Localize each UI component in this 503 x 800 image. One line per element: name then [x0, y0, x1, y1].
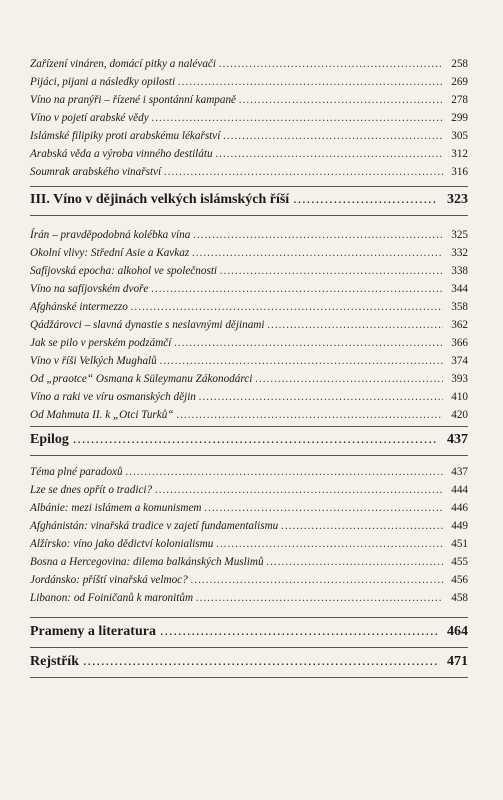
- toc-entry: [30, 244, 468, 262]
- entry-title: Afghánistán: vinařská tradice v zajetí fundamentalismu: [30, 520, 279, 532]
- entry-title: Pijáci, pijani a následky opilosti: [30, 76, 176, 88]
- section-page: 437: [447, 432, 468, 447]
- entry-page: 437: [451, 466, 468, 478]
- entry-page: 269: [451, 76, 468, 88]
- leader-dots: [193, 226, 443, 244]
- entry-page: 410: [451, 391, 468, 403]
- toc-entry: [30, 571, 468, 589]
- section-heading: [30, 189, 468, 211]
- toc-entry: [30, 109, 468, 127]
- divider: [30, 647, 468, 648]
- section-page: 464: [447, 624, 468, 639]
- leader-dots: [178, 73, 443, 91]
- toc-entry: [30, 517, 468, 535]
- leader-dots: [164, 163, 443, 181]
- section-heading: [30, 651, 468, 673]
- toc-entry: [30, 499, 468, 517]
- entry-page: 344: [451, 283, 468, 295]
- entry-page: 366: [451, 337, 468, 349]
- leader-dots: [83, 651, 438, 673]
- section-heading: [30, 429, 468, 451]
- section-page: 323: [447, 192, 468, 207]
- toc-entry: [30, 91, 468, 109]
- entry-title: Afghánské intermezzo: [30, 301, 128, 313]
- entry-page: 374: [451, 355, 468, 367]
- toc-entry: [30, 226, 468, 244]
- toc-group-3: [30, 463, 468, 607]
- toc-entry: [30, 553, 468, 571]
- entry-page: 451: [451, 538, 468, 550]
- toc-entry: [30, 280, 468, 298]
- leader-dots: [131, 298, 443, 316]
- leader-dots: [199, 388, 443, 406]
- entry-title: Okolní vlivy: Střední Asie a Kavkaz: [30, 247, 190, 259]
- entry-title: Od „praotce“ Osmana k Süleymanu Zákonodárci: [30, 373, 253, 385]
- entry-page: 338: [451, 265, 468, 277]
- entry-title: Víno v říši Velkých Mughalů: [30, 355, 157, 367]
- entry-title: Víno na pranýři – řízené i spontánní kampaně: [30, 94, 237, 106]
- entry-title: Libanon: od Foiničanů k maronitům: [30, 592, 194, 604]
- divider: [30, 455, 468, 456]
- leader-dots: [293, 189, 438, 211]
- toc-group-2: [30, 226, 468, 424]
- entry-title: Safíjovská epocha: alkohol ve společnosti: [30, 265, 218, 277]
- leader-dots: [205, 499, 443, 517]
- section-title: III. Víno v dějinách velkých islámských říší: [30, 192, 290, 207]
- toc-entry: [30, 163, 468, 181]
- entry-title: Od Mahmuta II. k „Otci Turků“: [30, 409, 174, 421]
- toc-entry: [30, 316, 468, 334]
- entry-title: Soumrak arabského vinařství: [30, 166, 162, 178]
- section-title: Prameny a literatura: [30, 624, 156, 639]
- entry-page: 458: [451, 592, 468, 604]
- leader-dots: [160, 352, 443, 370]
- leader-dots: [151, 280, 443, 298]
- entry-page: 358: [451, 301, 468, 313]
- leader-dots: [155, 481, 443, 499]
- entry-page: 456: [451, 574, 468, 586]
- leader-dots: [216, 535, 443, 553]
- entry-title: Bosna a Hercegovina: dilema balkánských Muslimů: [30, 556, 264, 568]
- toc-entry: [30, 127, 468, 145]
- entry-page: 455: [451, 556, 468, 568]
- toc-group-1: [30, 55, 468, 181]
- leader-dots: [267, 553, 443, 571]
- entry-title: Víno v pojetí arabské vědy: [30, 112, 149, 124]
- entry-page: 278: [451, 94, 468, 106]
- toc-entry: [30, 334, 468, 352]
- toc-entry: [30, 370, 468, 388]
- section-title: Epilog: [30, 432, 69, 447]
- entry-title: Alžírsko: víno jako dědictví kolonialismu: [30, 538, 214, 550]
- entry-page: 444: [451, 484, 468, 496]
- leader-dots: [216, 145, 443, 163]
- entry-page: 258: [451, 58, 468, 70]
- entry-title: Zařízení vináren, domácí pitky a nalévači: [30, 58, 217, 70]
- divider: [30, 215, 468, 216]
- entry-page: 312: [451, 148, 468, 160]
- entry-page: 420: [451, 409, 468, 421]
- leader-dots: [160, 621, 438, 643]
- leader-dots: [239, 91, 443, 109]
- leader-dots: [219, 55, 443, 73]
- divider: [30, 186, 468, 187]
- entry-title: Jak se pilo v perském podzámčí: [30, 337, 172, 349]
- toc-entry: [30, 145, 468, 163]
- entry-title: Víno a raki ve víru osmanských dějin: [30, 391, 196, 403]
- toc-entry: [30, 298, 468, 316]
- entry-title: Lze se dnes opřít o tradici?: [30, 484, 153, 496]
- entry-title: Víno na safíjovském dvoře: [30, 283, 149, 295]
- entry-page: 332: [451, 247, 468, 259]
- entry-page: 362: [451, 319, 468, 331]
- entry-title: Islámské filipiky proti arabskému lékařství: [30, 130, 221, 142]
- toc-entry: [30, 589, 468, 607]
- toc-entry: [30, 481, 468, 499]
- entry-title: Albánie: mezi islámem a komunismem: [30, 502, 202, 514]
- toc-entry: [30, 55, 468, 73]
- leader-dots: [192, 244, 443, 262]
- leader-dots: [73, 429, 438, 451]
- toc-entry: [30, 262, 468, 280]
- leader-dots: [126, 463, 443, 481]
- leader-dots: [191, 571, 443, 589]
- divider: [30, 677, 468, 678]
- toc-entry: [30, 406, 468, 424]
- entry-page: 316: [451, 166, 468, 178]
- entry-page: 393: [451, 373, 468, 385]
- section-title: Rejstřík: [30, 654, 79, 669]
- toc-entry: [30, 352, 468, 370]
- leader-dots: [267, 316, 443, 334]
- section-heading: [30, 621, 468, 643]
- leader-dots: [174, 334, 443, 352]
- toc-entry: [30, 535, 468, 553]
- entry-page: 305: [451, 130, 468, 142]
- toc-entry: [30, 73, 468, 91]
- leader-dots: [255, 370, 443, 388]
- entry-title: Írán – pravděpodobná kolébka vína: [30, 229, 191, 241]
- divider: [30, 617, 468, 618]
- divider: [30, 426, 468, 427]
- toc-entry: [30, 463, 468, 481]
- leader-dots: [196, 589, 443, 607]
- leader-dots: [177, 406, 443, 424]
- leader-dots: [220, 262, 443, 280]
- entry-title: Qádžárovci – slavná dynastie s neslavnými dějinami: [30, 319, 265, 331]
- leader-dots: [281, 517, 443, 535]
- entry-title: Arabská věda a výroba vinného destilátu: [30, 148, 213, 160]
- toc-entry: [30, 388, 468, 406]
- section-page: 471: [447, 654, 468, 669]
- entry-page: 449: [451, 520, 468, 532]
- leader-dots: [152, 109, 443, 127]
- entry-title: Jordánsko: příští vinařská velmoc?: [30, 574, 188, 586]
- entry-page: 299: [451, 112, 468, 124]
- entry-page: 446: [451, 502, 468, 514]
- entry-page: 325: [451, 229, 468, 241]
- entry-title: Téma plné paradoxů: [30, 466, 123, 478]
- leader-dots: [223, 127, 443, 145]
